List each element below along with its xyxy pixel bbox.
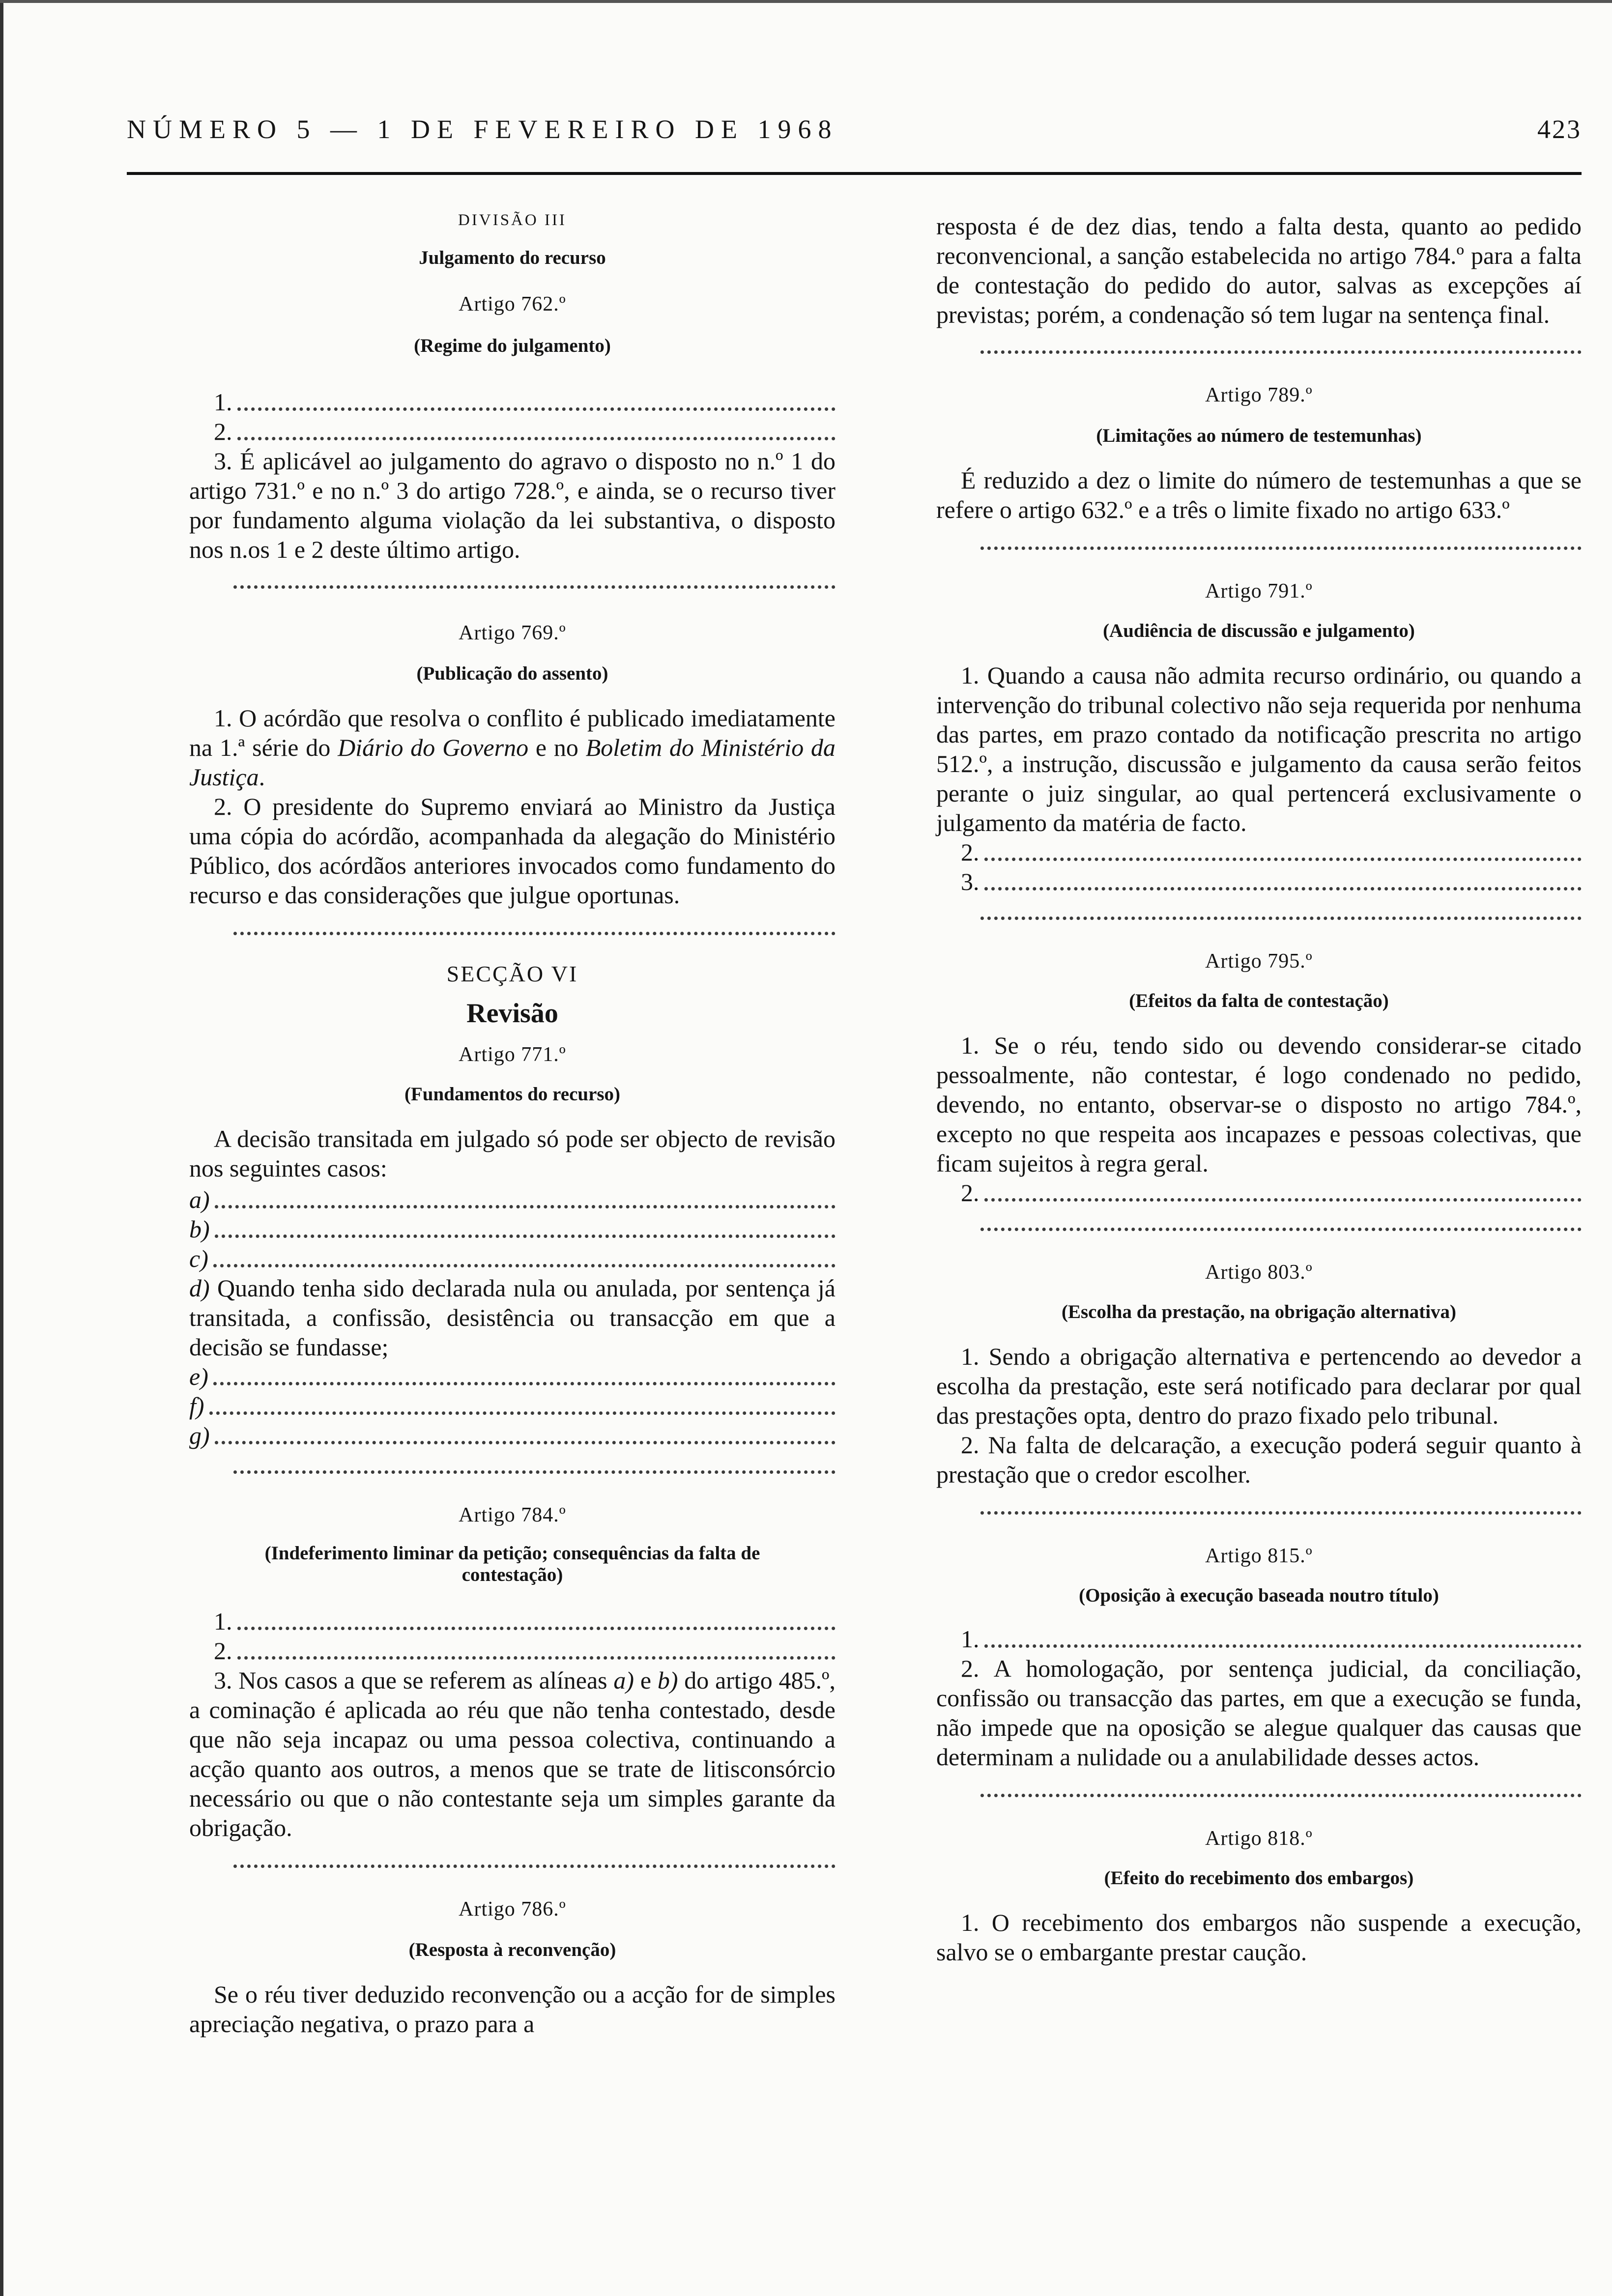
article-791-item-2: 2. xyxy=(936,837,1582,867)
article-786-title: (Resposta à reconvenção) xyxy=(408,1939,616,1960)
article-815-title: (Oposição à execução baseada noutro título) xyxy=(1079,1585,1439,1606)
article-784-item-2: 2. xyxy=(189,1636,835,1665)
article-803-label: Artigo 803.º xyxy=(1205,1261,1313,1284)
article-771-label: Artigo 771.º xyxy=(459,1043,566,1066)
article-784-item-1: 1. xyxy=(189,1607,835,1636)
article-762-item-1: 1. xyxy=(189,387,835,417)
page-number: 423 xyxy=(1537,115,1582,144)
article-771-item-f: f) xyxy=(189,1391,835,1421)
article-789-title: (Limitações ao número de testemunhas) xyxy=(1096,425,1422,446)
article-795-label: Artigo 795.º xyxy=(1205,950,1313,973)
article-771-item-b: b) xyxy=(189,1214,835,1244)
article-771-item-a: a) xyxy=(189,1185,835,1214)
article-762-item-2: 2. xyxy=(189,417,835,446)
separator-dots xyxy=(936,526,1582,556)
article-784-paragraph-3: 3. Nos casos a que se referem as alíneas a) e b) do artigo 485.º, a cominação é aplicada ao réu que não tenha contestado, desde que não seja incapaz ou uma pessoa colectiva, continuando a acção quanto aos outros, a menos que se trate de litisconsórcio necessário ou que o não contestante seja um simples garante da obrigação. xyxy=(189,1666,835,1841)
article-815-paragraph-2: 2. A homologação, por sentença judicial, da conciliação, confissão ou transacção das partes, em que a execução se funda, não impede que na oposição se alegue qualquer das causas que determinam a nulidade ou a anulabilidade desses actos. xyxy=(936,1655,1582,1771)
article-771-title: (Fundamentos do recurso) xyxy=(404,1084,621,1105)
article-803-paragraph-1: 1. Sendo a obrigação alternativa e pertencendo ao devedor a escolha da prestação, este será notificado para declarar por qual das prestações opta, dentro do prazo fixado pelo tribunal. xyxy=(936,1343,1582,1429)
article-762-title: (Regime do julgamento) xyxy=(414,335,611,356)
article-771-intro: A decisão transitada em julgado só pode ser objecto de revisão nos seguintes casos: xyxy=(189,1125,835,1182)
article-762-paragraph-3: 3. É aplicável ao julgamento do agravo o disposto no n.º 1 do artigo 731.º e no n.º 3 do artigo 728.º, e ainda, se o recurso tiver por fundamento alguma violação da lei substantiva, o disposto nos n.os 1 e 2 deste último artigo. xyxy=(189,447,835,563)
article-786-label: Artigo 786.º xyxy=(459,1898,566,1921)
article-784-label: Artigo 784.º xyxy=(459,1504,566,1526)
page-header xyxy=(127,114,1582,153)
article-769-paragraph-2: 2. O presidente do Supremo enviará ao Ministro da Justiça uma cópia do acórdão, acompanhada da alegação do Ministério Público, dos acórdãos anteriores invocados como fundamento do recurso e das considerações que julgue oportunas. xyxy=(189,793,835,909)
separator-dots xyxy=(936,1774,1582,1803)
division-title: Julgamento do recurso xyxy=(419,247,606,268)
article-818-title: (Efeito do recebimento dos embargos) xyxy=(1104,1867,1414,1889)
scan-edge-left xyxy=(0,0,3,2296)
separator-dots xyxy=(936,1491,1582,1521)
article-791-item-3: 3. xyxy=(936,867,1582,896)
right-column xyxy=(936,211,1582,1967)
header-rule xyxy=(127,172,1582,175)
article-769-paragraph-1: 1. O acórdão que resolva o conflito é publicado imediatamente na 1.ª série do Diário do Governo e no Boletim do Ministério da Justiça. xyxy=(189,704,836,791)
header-title: NÚMERO 5 — 1 DE FEVEREIRO DE 1968 xyxy=(127,115,838,144)
article-784-title: (Indeferimento liminar da petição; consequências da falta de contestação) xyxy=(264,1543,760,1585)
section-title: Revisão xyxy=(466,998,558,1029)
article-795-item-2: 2. xyxy=(936,1178,1582,1207)
separator-dots xyxy=(936,896,1582,926)
article-789-paragraph-1: É reduzido a dez o limite do número de testemunhas a que se refere o artigo 632.º e a três o limite fixado no artigo 633.º xyxy=(936,466,1582,523)
article-791-paragraph-1: 1. Quando a causa não admita recurso ordinário, ou quando a intervenção do tribunal colectivo não seja requerida por nenhuma das partes, em prazo contado da notificação prescrita no artigo 512.º, a instrução, discussão e julgamento da causa serão feitos perante o juiz singular, ao qual pertencerá exclusivamente o julgamento da matéria de facto. xyxy=(936,661,1582,836)
separator-dots xyxy=(189,912,835,941)
division-heading: DIVISÃO III xyxy=(458,211,567,229)
scan-edge-top xyxy=(0,0,1612,3)
separator-dots xyxy=(189,1844,835,1874)
article-771-item-d: d) Quando tenha sido declarada nula ou anulada, por sentença já transitada, a confissão, desistência ou transacção em que a decisão se fundasse; xyxy=(189,1274,835,1361)
article-771-item-g: g) xyxy=(189,1421,835,1450)
section-heading: SECÇÃO VI xyxy=(446,961,578,986)
article-786-paragraph-1: Se o réu tiver deduzido reconvenção ou a acção for de simples apreciação negativa, o prazo para a xyxy=(189,1980,835,2038)
article-762-label: Artigo 762.º xyxy=(459,293,566,316)
separator-dots xyxy=(189,1450,835,1480)
article-803-title: (Escolha da prestação, na obrigação alternativa) xyxy=(1061,1301,1457,1322)
article-791-label: Artigo 791.º xyxy=(1205,580,1313,603)
article-771-item-e: e) xyxy=(189,1362,835,1391)
separator-dots xyxy=(936,1207,1582,1237)
article-791-title: (Audiência de discussão e julgamento) xyxy=(1103,620,1415,641)
article-803-paragraph-2: 2. Na falta de delcaração, a execução poderá seguir quanto à prestação que o credor escolher. xyxy=(936,1431,1582,1488)
article-815-label: Artigo 815.º xyxy=(1205,1545,1313,1567)
separator-dots xyxy=(936,330,1582,360)
article-818-paragraph-1: 1. O recebimento dos embargos não suspende a execução, salvo se o embargante prestar caução. xyxy=(936,1909,1582,1966)
article-771-item-c: c) xyxy=(189,1244,835,1273)
article-818-label: Artigo 818.º xyxy=(1205,1827,1313,1850)
article-789-label: Artigo 789.º xyxy=(1205,384,1313,406)
article-795-paragraph-1: 1. Se o réu, tendo sido ou devendo considerar-se citado pessoalmente, não contestar, é logo condenado no pedido, devendo, no entanto, observar-se o disposto no artigo 784.º, excepto no que respeita aos incapazes e pessoas colectivas, que ficam sujeitos à regra geral. xyxy=(936,1032,1582,1177)
article-769-title: (Publicação do assento) xyxy=(416,663,608,684)
article-795-title: (Efeitos da falta de contestação) xyxy=(1129,990,1389,1011)
article-815-item-1: 1. xyxy=(936,1624,1582,1654)
left-column xyxy=(189,211,835,2038)
continued-paragraph: resposta é de dez dias, tendo a falta desta, quanto ao pedido reconvencional, a sanção estabelecida no artigo 784.º para a falta de contestação do pedido do autor, salvas as excepções aí previstas; porém, a condenação só tem lugar na sentença final. xyxy=(936,212,1582,328)
article-769-label: Artigo 769.º xyxy=(459,622,566,644)
separator-dots xyxy=(189,565,835,595)
